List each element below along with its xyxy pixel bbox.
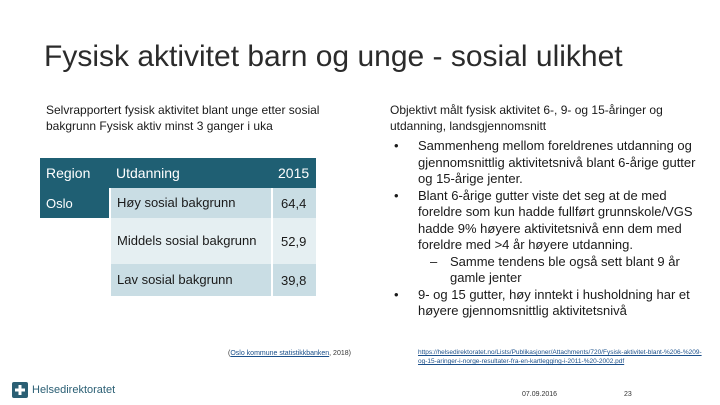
sub-bullet-marker: –	[430, 253, 438, 269]
cell-region	[40, 264, 110, 296]
table-row	[40, 218, 316, 264]
cell-education: Middels sosial bakgrunn	[110, 218, 272, 264]
slide-title: Fysisk aktivitet barn og unge - sosial ulikhet	[44, 40, 623, 73]
left-subtitle: Selvrapportert fysisk aktivitet blant unge etter sosial bakgrunn Fysisk aktiv minst 3 ganger i uka	[46, 103, 320, 133]
header-education: Utdanning	[110, 158, 272, 188]
source-open: (	[228, 350, 231, 357]
bullet-marker: •	[394, 286, 399, 302]
sub-bullet-item	[392, 254, 702, 287]
slide-date: 07.09.2016	[522, 391, 558, 398]
bullet-marker: •	[394, 138, 399, 153]
bullet-item	[392, 138, 702, 188]
cell-value: 52,9	[272, 218, 316, 264]
bullet-text: Sammenheng mellom foreldrenes utdanning og gjennomsnittlig aktivitetsnivå blant 6-årige gutter og 15-årige jenter.	[418, 138, 696, 186]
reference-url-link[interactable]: https://helsedirektoratet.no/Lists/Publikasjoner/Attachments/720/Fysisk-aktivitet-blant-%206-%209-og-15-aringer-i-norge-resultater-fra-en-kartlegging-i-2011-%20-2002.pdf	[418, 349, 702, 365]
table-row	[40, 264, 316, 296]
bullet-list	[392, 138, 702, 320]
logo-icon	[12, 382, 28, 398]
bullet-text: Blant 6-årige gutter viste det seg at de med foreldre som kun hadde fullført grunnskole/VGS hadde 9% høyere aktivitetsnivå enn dem med foreldre med >4 år høyere utdanning.	[418, 187, 693, 252]
header-year: 2015	[272, 158, 316, 188]
table-row	[40, 188, 316, 218]
helsedirektoratet-logo	[12, 382, 115, 398]
cell-value: 39,8	[272, 264, 316, 296]
right-subtitle: Objektivt målt fysisk aktivitet 6-, 9- og 15-åringer og utdanning, landsgjennomsnitt	[390, 103, 663, 133]
cell-value: 64,4	[272, 188, 316, 218]
activity-table	[40, 158, 316, 296]
page-number: 23	[624, 391, 632, 398]
bullet-item	[392, 287, 702, 320]
source-rest: , 2018)	[329, 350, 351, 357]
header-region: Region	[40, 158, 110, 188]
cell-education: Lav sosial bakgrunn	[110, 264, 272, 296]
sub-bullet-text: Samme tendens ble også sett blant 9 år gamle jenter	[450, 253, 680, 285]
cell-education: Høy sosial bakgrunn	[110, 188, 272, 218]
logo-text: Helsedirektoratet	[32, 384, 116, 396]
table-header-row	[40, 158, 316, 188]
source-link[interactable]: Oslo kommune statistikkbanken	[230, 350, 330, 357]
cell-region: Oslo	[40, 188, 110, 218]
source-citation	[228, 350, 351, 357]
bullet-item	[392, 188, 702, 254]
bullet-text: 9- og 15 gutter, høy inntekt i husholdning har et høyere gjennomsnittlig aktivitetsnivå	[418, 286, 690, 318]
bullet-marker: •	[394, 187, 399, 203]
cell-region	[40, 218, 110, 264]
